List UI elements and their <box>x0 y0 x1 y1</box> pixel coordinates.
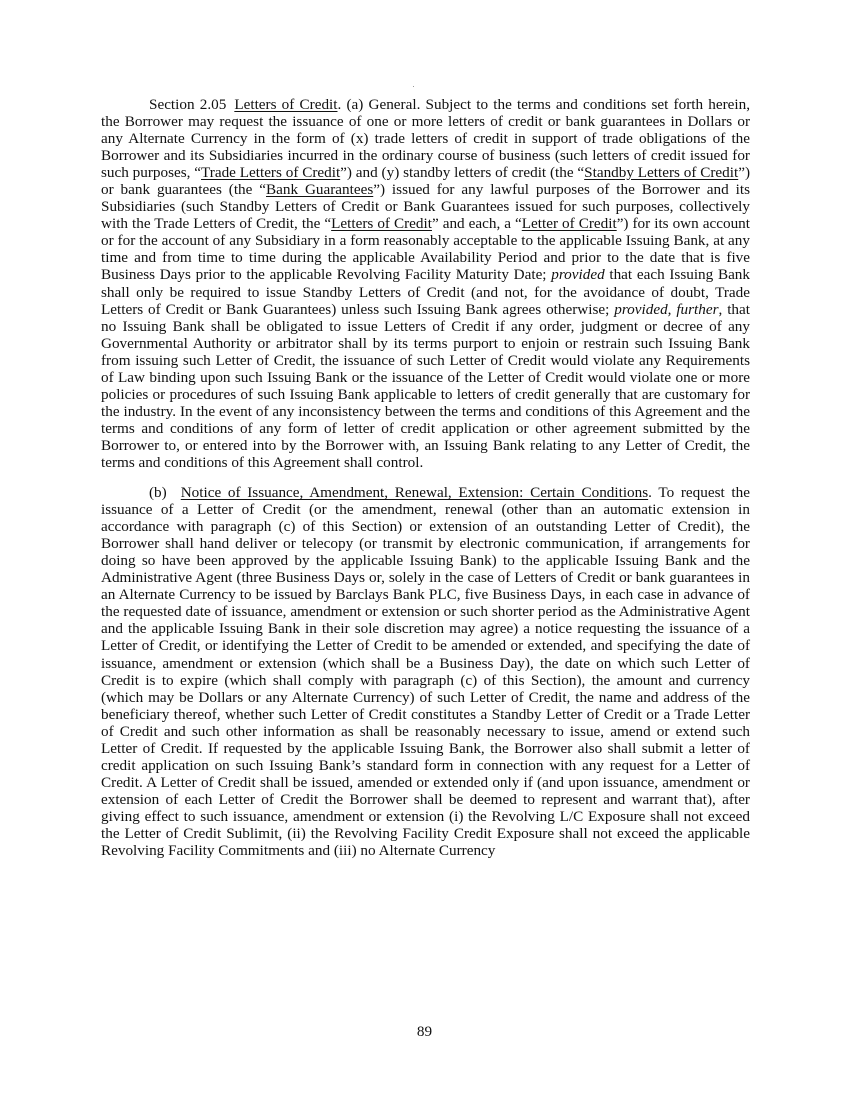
paragraph-section-2-05-b <box>101 484 750 859</box>
defined-term: Letters of Credit <box>331 215 432 233</box>
paragraph-section-2-05-a: Section 2.05 Letters of Credit. (a) General. Subject to the terms and conditions set forth herein, the Borrower may request the issuance of one or more letters of credit or bank guarantees in Dollars or any Alternate Currency in the form of (x) trade letters of credit in support of trade obligations of the Borrower and its Subsidiaries incurred in the ordinary course of business (such letters of credit issued for such purposes, “Trade Letters of Credit”) and (y) standby letters of credit (the “Standby Letters of Credit”) or bank guarantees (the “Bank Guarantees”) issued for any lawful purposes of the Borrower and its Subsidiaries (such Standby Letters of Credit or Bank Guarantees issued for such purposes, collectively with the Trade Letters of Credit, the “Letters of Credit” and each, a “Letter of Credit”) for its own account or for the account of any Subsidiary in a form reasonably acceptable to the applicable Issuing Bank, at any time and from time to time during the applicable Availability Period and prior to the date that is five Business Days prior to the applicable Revolving Facility Maturity Date; provided that each Issuing Bank shall only be required to issue Standby Letters of Credit (and not, for the avoidance of doubt, Trade Letters of Credit or Bank Guarantees) unless such Issuing Bank agrees otherwise; provided, further, that no Issuing Bank shall be obligated to issue Letters of Credit if any order, judgment or decree of any Governmental Authority or arbitrator shall by its terms purport to enjoin or restrain such Issuing Bank from issuing such Letter of Credit, the issuance of such Letter of Credit would violate any Requirements of Law binding upon such Issuing Bank or the issuance of the Letter of Credit would violate one or more policies or procedures of such Issuing Bank applicable to letters of credit generally that are customary for the industry. In the event of any inconsistency between the terms and conditions of this Agreement and the terms and conditions of any form of letter of credit application or other agreement submitted by the Borrower to, or entered into by the Borrower with, an Issuing Bank relating to any Letter of Credit, the terms and conditions of this Agreement shall control. <box>101 96 751 471</box>
document-page <box>101 96 750 859</box>
defined-term: Standby Letters of Credit <box>584 164 739 182</box>
clause-title: Notice of Issuance, Amendment, Renewal, Extension: Certain Conditions <box>180 484 649 502</box>
section-title: Letters of Credit <box>234 96 338 113</box>
defined-term: Letter of Credit <box>521 215 617 233</box>
page-number: 89 <box>416 1023 433 1040</box>
proviso: provided <box>551 266 605 284</box>
defined-term: Bank Guarantees <box>266 181 374 199</box>
clause-label: (b) <box>149 484 167 502</box>
clause-body: . To request the issuance of a Letter of Credit (or the amendment, renewal (other than an automatic extension in accordance with paragraph (c) of this Section) or extension of an outstanding Letter of Credit), the Borrower shall hand deliver or telecopy (or transmit by electronic communication, if arrangements for doing so have been approved by the applicable Issuing Bank) to the applicable Issuing Bank and the Administrative Agent (three Business Days or, solely in the case of Letters of Credit or bank guarantees in an Alternate Currency to be issued by Barclays Bank PLC, five Business Days, in each case in advance of the requested date of issuance, amendment or extension or such shorter period as the Administrative Agent and the applicable Issuing Bank in their sole discretion may agree) a notice requesting the issuance of a Letter of Credit, or identifying the Letter of Credit to be amended or extended, and specifying the date of issuance, amendment or extension (which shall be a Business Day), the date on which such Letter of Credit is to expire (which shall comply with paragraph (c) of this Section), the amount and currency (which may be Dollars or any Alternate Currency) of such Letter of Credit, the name and address of the beneficiary thereof, whether such Letter of Credit constitutes a Standby Letter of Credit or a Trade Letter of Credit and such other information as shall be reasonably necessary to issue, amend or extend such Letter of Credit. If requested by the applicable Issuing Bank, the Borrower also shall submit a letter of credit application on such Issuing Bank’s standard form in connection with any request for a Letter of Credit. A Letter of Credit shall be issued, amended or extended only if (and upon issuance, amendment or extension of each Letter of Credit the Borrower shall be deemed to represent and warrant that), after giving effect to such issuance, amendment or extension (i) the Revolving L/C Exposure shall not exceed the Letter of Credit Sublimit, (ii) the Revolving Facility Credit Exposure shall not exceed the applicable Revolving Facility Commitments and (iii) no Alternate Currency <box>101 484 750 860</box>
proviso: provided, further <box>614 300 719 318</box>
defined-term: Trade Letters of Credit <box>201 164 341 182</box>
scan-speck <box>413 86 414 87</box>
section-number: Section 2.05 <box>149 96 227 113</box>
